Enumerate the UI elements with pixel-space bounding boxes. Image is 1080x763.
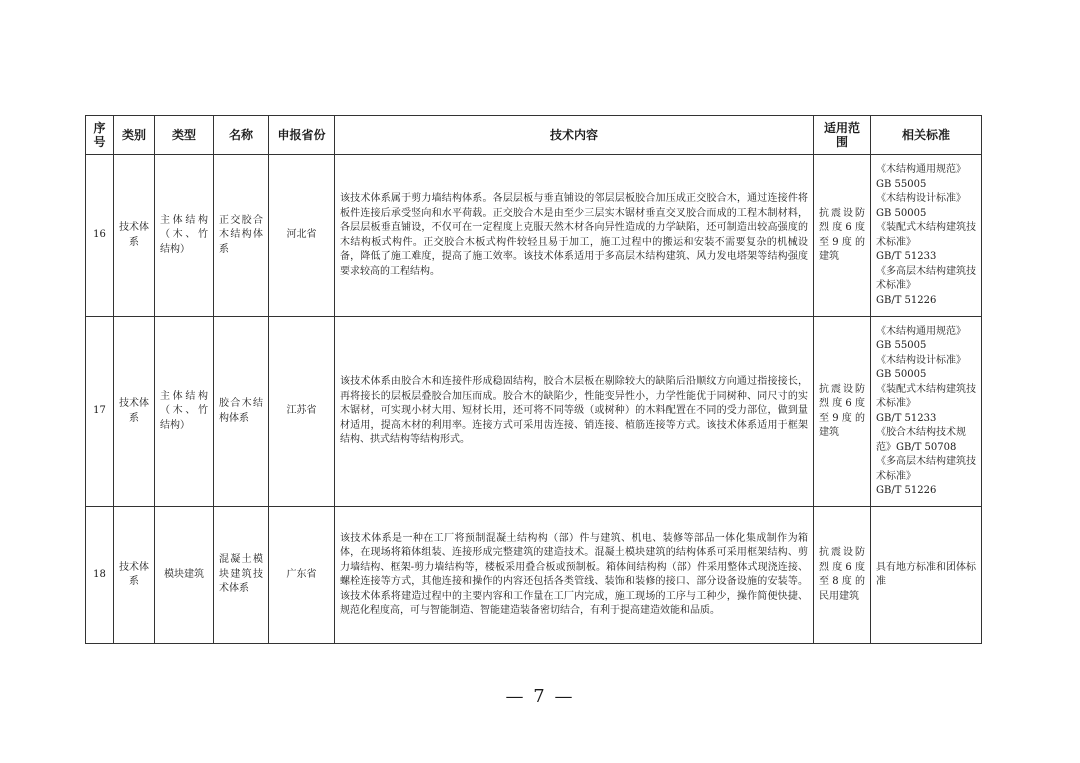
row-province: 河北省 <box>269 155 335 317</box>
header-standards: 相关标准 <box>871 116 982 155</box>
table-row <box>86 155 982 317</box>
standard-item: GB 55005 <box>876 178 927 190</box>
page-number: — 7 — <box>505 686 575 707</box>
standard-item: GB/T 51226 <box>876 294 937 306</box>
row-name: 正交胶合木结构体系 <box>214 155 269 317</box>
row-content: 该技术体系是一种在工厂将预制混凝土结构构（部）件与建筑、机电、装修等部品一体化集成制作为箱体，在现场将箱体组装、连接形成完整建筑的建造技术。混凝土模块建筑的结构体系可采用框架结构、剪力墙结构、框架-剪力墙结构等，楼板采用叠合板或预制板。箱体间结构构（部）件采用整体式现浇连接、螺栓连接等方式，其他连接和操作的内容还包括各类管线、装饰和装修的接口、部分设备设施的安装等。该技术体系将建造过程中的主要内容和工作量在工厂内完成，施工现场的工序与工种少，操作简便快捷、规范化程度高，可与智能制造、智能建造装备密切结合，有利于提高建造效能和品质。 <box>335 507 814 644</box>
row-scope: 抗震设防烈度6度至9度的建筑 <box>814 155 871 317</box>
row-category: 技术体系 <box>114 317 155 507</box>
standard-item: GB 50005 <box>876 369 927 380</box>
standard-item: GB/T 51226 <box>876 485 937 496</box>
row-province: 广东省 <box>269 507 335 644</box>
row-type: 主体结构（木、竹结构） <box>155 155 214 317</box>
standard-item: 《多高层木结构建筑技术标准》 <box>876 456 976 482</box>
table-header-row <box>86 116 982 155</box>
row-name: 胶合木结构体系 <box>214 317 269 507</box>
standard-item: GB 55005 <box>876 340 927 351</box>
standard-item: 《装配式木结构建筑技术标准》 <box>876 383 976 409</box>
row-seq: 16 <box>86 155 114 317</box>
table-row <box>86 507 982 644</box>
row-seq: 18 <box>86 507 114 644</box>
row-content: 该技术体系属于剪力墙结构体系。各层层板与垂直铺设的邻层层板胶合加压成正交胶合木，通过连接件将板件连接后承受竖向和水平荷载。正交胶合木是由至少三层实木锯材垂直交叉胶合而成的工程木制材料，各层层板垂直铺设，不仅可在一定程度上克服天然木材各向异性造成的力学缺陷，还可制造出较高强度的木结构板式构件。正交胶合木板式构件较轻且易于加工，施工过程中的搬运和安装不需要复杂的机械设备，降低了施工难度，提高了施工效率。该技术体系适用于多高层木结构建筑、风力发电塔架等结构强度要求较高的工程结构。 <box>335 155 814 317</box>
standard-item: 《木结构设计标准》 <box>876 193 966 204</box>
row-name: 混凝土模块建筑技术体系 <box>214 507 269 644</box>
row-type: 模块建筑 <box>155 507 214 644</box>
standard-item: 《木结构通用规范》 <box>876 325 966 337</box>
standard-item: 《装配式木结构建筑技术标准》 <box>876 222 976 248</box>
header-name: 名称 <box>214 116 269 155</box>
standard-item: GB/T 51233 <box>876 412 937 424</box>
row-content: 该技术体系由胶合木和连接件形成稳固结构，胶合木层板在剔除较大的缺陷后沿顺纹方向通过指接接长，再将接长的层板层叠胶合加压而成。胶合木的缺陷少，性能变异性小，力学性能优于同树种、同尺寸的实木锯材，可实现小材大用、短材长用，还可将不同等级（或树种）的木料配置在不同的受力部位，做到量材适用，提高木材的利用率。连接方式可采用齿连接、销连接、植筋连接等方式。该技术体系适用于框架结构、拱式结构等结构形式。 <box>335 317 814 507</box>
row-category: 技术体系 <box>114 155 155 317</box>
standard-item: 《多高层木结构建筑技术标准》 <box>876 265 976 291</box>
header-content: 技术内容 <box>335 116 814 155</box>
technology-table <box>85 115 982 644</box>
row-standards <box>871 317 982 507</box>
header-scope: 适用范围 <box>814 116 871 155</box>
standard-item: 《胶合木结构技术规范》GB/T 50708 <box>876 427 966 453</box>
row-type: 主体结构（木、竹结构） <box>155 317 214 507</box>
standard-item: 《木结构设计标准》 <box>876 354 966 366</box>
row-seq: 17 <box>86 317 114 507</box>
standard-item: 具有地方标准和团体标准 <box>876 561 976 587</box>
standard-item: GB 50005 <box>876 207 927 219</box>
header-province: 申报省份 <box>269 116 335 155</box>
header-seq: 序号 <box>86 116 114 155</box>
row-scope: 抗震设防烈度6度至8度的民用建筑 <box>814 507 871 644</box>
standard-item: GB/T 51233 <box>876 251 937 262</box>
table-row <box>86 317 982 507</box>
row-category: 技术体系 <box>114 507 155 644</box>
row-standards <box>871 155 982 317</box>
header-type: 类型 <box>155 116 214 155</box>
standard-item: 《木结构通用规范》 <box>876 164 966 175</box>
row-standards <box>871 507 982 644</box>
header-category: 类别 <box>114 116 155 155</box>
row-scope: 抗震设防烈度6度至9度的建筑 <box>814 317 871 507</box>
row-province: 江苏省 <box>269 317 335 507</box>
